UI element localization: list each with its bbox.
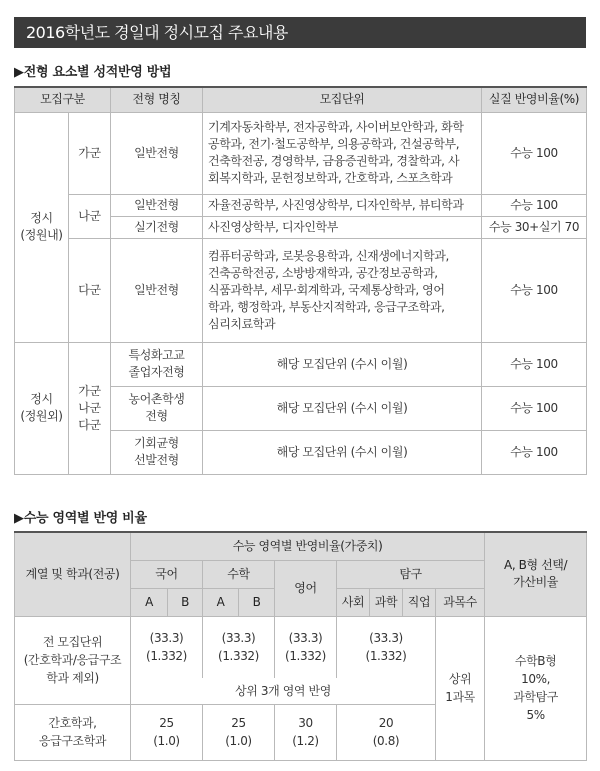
- header-math: 수학: [203, 560, 275, 588]
- value-line: (33.3): [149, 631, 184, 646]
- gun-line: 가군: [78, 383, 101, 398]
- type-name: 일반전형: [111, 194, 203, 216]
- gun-line: 다군: [78, 417, 101, 432]
- page-title: 2016학년도 경일대 정시모집 주요내용: [14, 17, 586, 48]
- header-korean-a: A: [131, 588, 168, 616]
- table-row: [15, 342, 587, 386]
- type-line: 전형: [145, 409, 168, 423]
- english-value: [275, 704, 337, 760]
- header-count: 과목수: [436, 588, 485, 616]
- units-line: 컴퓨터공학과, 로봇응용학과, 신재생에너지학과,: [208, 248, 449, 263]
- count-line: 1과목: [445, 690, 475, 704]
- type-line: 특성화고교: [128, 348, 185, 362]
- header-ratio: 실질 반영비율(%): [482, 87, 587, 112]
- value-line: (33.3): [221, 631, 256, 646]
- header-english: 영어: [275, 560, 337, 616]
- section-heading-csat: ▶수능 영역별 반영 비율: [14, 511, 147, 526]
- ratio-cell: 수능 100: [482, 386, 587, 430]
- type-name: [111, 386, 203, 430]
- gun-label: 다군: [69, 238, 111, 342]
- header-extra-line: A, B형 선택/: [504, 558, 568, 573]
- header-units: 모집단위: [203, 87, 482, 112]
- value-line: 20: [378, 716, 394, 730]
- type-line: 졸업자전형: [128, 365, 185, 379]
- dept-cell: [15, 616, 131, 704]
- extra-line: 과학탐구: [513, 690, 558, 704]
- units-cell: [203, 238, 482, 342]
- group-label-line: (정원외): [20, 409, 63, 423]
- ratio-cell: 수능 100: [482, 112, 587, 194]
- gun-label: 나군: [69, 194, 111, 238]
- korean-value: [131, 704, 203, 760]
- header-social: 사회: [337, 588, 370, 616]
- dept-line: 학과 제외): [46, 671, 99, 685]
- type-name: 일반전형: [111, 112, 203, 194]
- type-line: 농어촌학생: [128, 392, 185, 406]
- ratio-cell: 수능 100: [482, 430, 587, 474]
- value-line: (1.332): [146, 649, 187, 664]
- group-label-line: (정원내): [20, 228, 63, 242]
- value-line: (1.332): [285, 649, 326, 664]
- table-row: [15, 616, 587, 678]
- value-line: (1.0): [225, 734, 252, 748]
- gun-label: 가군: [69, 112, 111, 194]
- type-name: [111, 342, 203, 386]
- group-label-line: 정시: [30, 392, 53, 406]
- english-value: [275, 616, 337, 678]
- value-line: (1.2): [292, 734, 319, 748]
- value-line: (1.332): [365, 649, 407, 664]
- header-dept: 계열 및 학과(전공): [15, 532, 131, 616]
- units-line: 건축공학전공, 소방방재학과, 공간정보공학과,: [208, 265, 438, 280]
- header-job: 직업: [403, 588, 436, 616]
- section-heading-method: ▶전형 요소별 성적반영 방법: [14, 65, 172, 80]
- explore-value: [337, 704, 436, 760]
- header-math-a: A: [203, 588, 239, 616]
- units-line: 기계자동차학부, 전자공학과, 사이버보안학과, 화학: [208, 120, 464, 134]
- math-value: [203, 616, 275, 678]
- units-cell: 해당 모집단위 (수시 이월): [203, 386, 482, 430]
- value-line: 25: [231, 716, 246, 730]
- units-line: 건축학전공, 경영학부, 금융증권학과, 경찰학과, 사: [208, 154, 460, 168]
- type-name: 실기전형: [111, 216, 203, 238]
- group-label-in-quota: [15, 112, 69, 342]
- header-extra: [485, 532, 587, 616]
- ratio-cell: 수능 100: [482, 238, 587, 342]
- value-line: (1.332): [218, 649, 259, 664]
- header-korean: 국어: [131, 560, 203, 588]
- value-line: 25: [159, 716, 174, 730]
- table-row: [15, 238, 587, 342]
- units-cell: 자율전공학부, 사진영상학부, 디자인학부, 뷰티학과: [203, 194, 482, 216]
- csat-ratio-table: [14, 531, 587, 761]
- extra-line: 5%: [526, 708, 545, 722]
- units-line: 회복지학과, 문헌정보학과, 간호학과, 스포츠학과: [208, 171, 453, 185]
- header-korean-b: B: [168, 588, 203, 616]
- explore-value: [337, 616, 436, 678]
- units-line: 심리치료학과: [208, 316, 276, 331]
- units-line: 식품과학부, 세무·회계학과, 국제통상학과, 영어: [208, 282, 445, 297]
- extra-cell: [485, 616, 587, 760]
- type-line: 기회균형: [134, 436, 179, 450]
- dept-cell: [15, 704, 131, 760]
- count-cell: [436, 616, 485, 760]
- note-cell: 상위 3개 영역 반영: [131, 678, 436, 704]
- units-line: 학과, 행정학과, 부동산지적학과, 응급구조학과,: [208, 299, 445, 314]
- header-math-b: B: [239, 588, 275, 616]
- header-extra-line: 가산비율: [513, 575, 558, 590]
- math-value: [203, 704, 275, 760]
- units-cell: [203, 112, 482, 194]
- type-name: 일반전형: [111, 238, 203, 342]
- extra-line: 10%,: [521, 672, 551, 686]
- value-line: (33.3): [369, 631, 403, 646]
- dept-line: 전 모집단위: [42, 635, 103, 649]
- dept-line: (간호학과/응급구조: [23, 653, 122, 667]
- count-line: 상위: [448, 672, 472, 686]
- gun-line: 나군: [78, 400, 101, 415]
- table-row: [15, 194, 587, 216]
- units-line: 공학과, 전기·철도공학부, 의용공학과, 건설공학부,: [208, 137, 460, 151]
- group-label-line: 정시: [30, 211, 53, 225]
- units-cell: 해당 모집단위 (수시 이월): [203, 430, 482, 474]
- type-line: 선발전형: [134, 453, 179, 467]
- header-science: 과학: [370, 588, 403, 616]
- units-cell: 해당 모집단위 (수시 이월): [203, 342, 482, 386]
- value-line: (0.8): [372, 734, 400, 748]
- admission-method-table: [14, 86, 587, 475]
- value-line: 30: [298, 716, 313, 730]
- value-line: (33.3): [288, 631, 323, 646]
- header-main: 수능 영역별 반영비율(가중치): [131, 532, 485, 560]
- table-row: [15, 112, 587, 194]
- table-header-row: [15, 87, 587, 112]
- header-category: 모집구분: [15, 87, 111, 112]
- ratio-cell: 수능 100: [482, 342, 587, 386]
- ratio-cell: 수능 100: [482, 194, 587, 216]
- units-cell: 사진영상학부, 디자인학부: [203, 216, 482, 238]
- korean-value: [131, 616, 203, 678]
- group-label-out-quota: [15, 342, 69, 474]
- extra-line: 수학B형: [514, 654, 557, 668]
- gun-label-combined: [69, 342, 111, 474]
- header-type-name: 전형 명칭: [111, 87, 203, 112]
- dept-line: 간호학과,: [48, 716, 97, 730]
- type-name: [111, 430, 203, 474]
- header-explore: 탐구: [337, 560, 485, 588]
- dept-line: 응급구조학과: [38, 734, 107, 748]
- value-line: (1.0): [153, 734, 180, 748]
- ratio-cell: 수능 30+실기 70: [482, 216, 587, 238]
